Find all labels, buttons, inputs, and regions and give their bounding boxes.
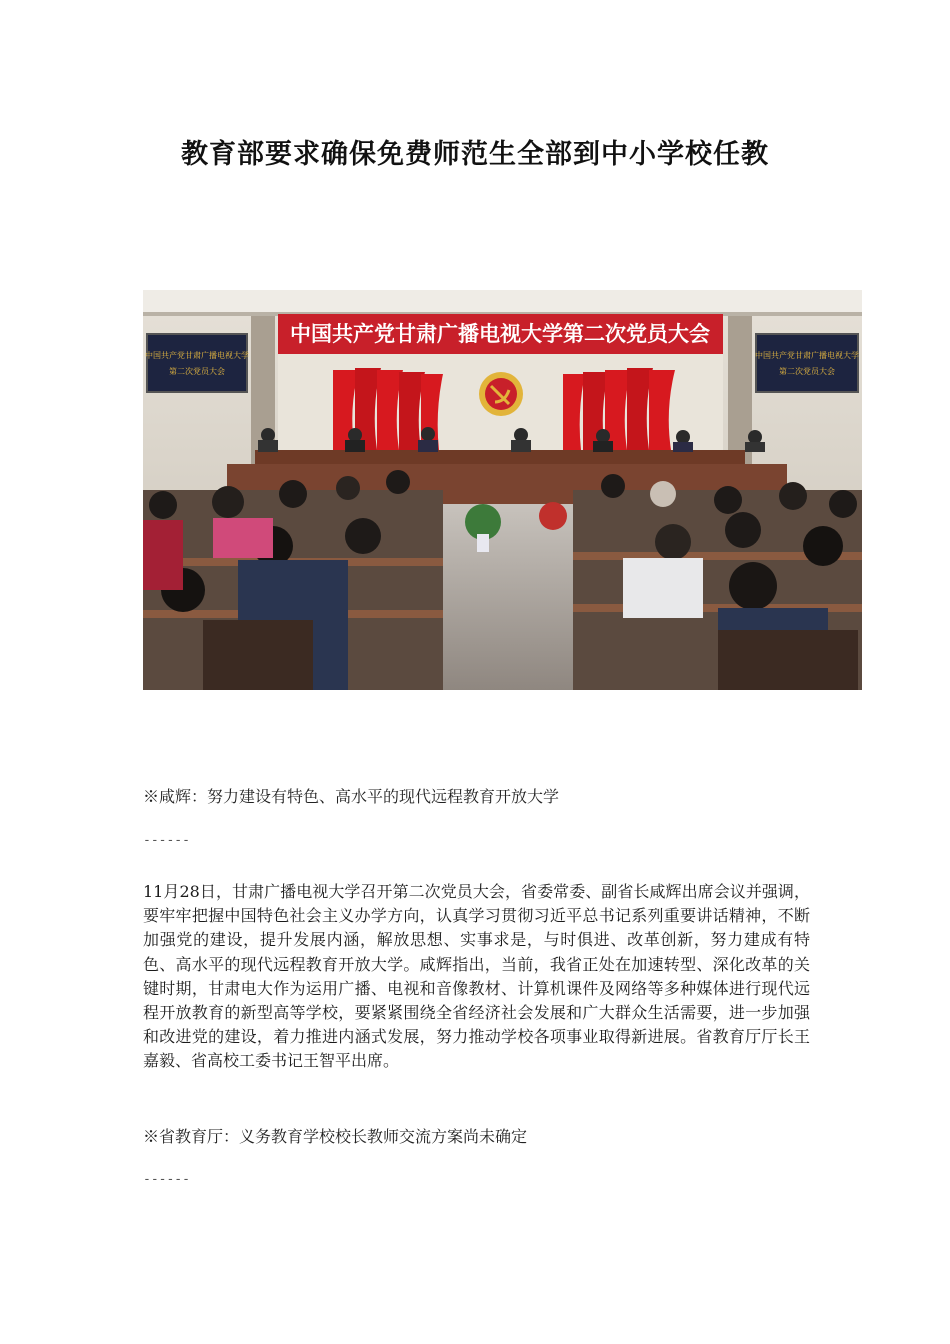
right-screen-line1: 中国共产党甘肃广播电视大学	[755, 351, 859, 360]
meeting-photo	[143, 290, 862, 690]
body-paragraph: 11月28日，甘肃广播电视大学召开第二次党员大会，省委常委、副省长咸辉出席会议并强调，要牢牢把握中国特色社会主义办学方向，认真学习贯彻习近平总书记系列重要讲话精神，不断加强党的建设，提升发展内涵，解放思想、实事求是，与时俱进、改革创新，努力建成有特色、高水平的现代远程教育开放大学。咸辉指出，当前，我省正处在加速转型、深化改革的关键时期，甘肃电大作为运用广播、电视和音像教材、计算机课件及网络等多种媒体进行现代远程开放教育的新型高等学校，要紧紧围绕全省经济社会发展和广大群众生活需要，进一步加强和改进党的建设，着力推进内涵式发展，努力推动学校各项事业取得新进展。省教育厅厅长王嘉毅、省高校工委书记王智平出席。	[143, 882, 810, 1071]
left-screen-line1: 中国共产党甘肃广播电视大学	[145, 351, 249, 360]
section-heading: ※省教育厅：义务教育学校校长教师交流方案尚未确定	[143, 1127, 528, 1146]
left-screen	[147, 334, 247, 392]
section-divider: ------	[143, 833, 190, 848]
right-flags	[563, 368, 675, 450]
page-title: 教育部要求确保免费师范生全部到中小学校任教	[181, 139, 769, 170]
section-divider: ------	[143, 1172, 190, 1187]
stage-table	[255, 450, 745, 464]
right-screen-line2: 第二次党员大会	[779, 367, 835, 376]
banner-text: 中国共产党甘肃广播电视大学第二次党员大会	[290, 321, 710, 346]
section-heading: ※咸辉：努力建设有特色、高水平的现代远程教育开放大学	[143, 787, 560, 806]
party-emblem	[479, 372, 523, 416]
right-screen	[756, 334, 858, 392]
left-screen-line2: 第二次党员大会	[169, 367, 225, 376]
